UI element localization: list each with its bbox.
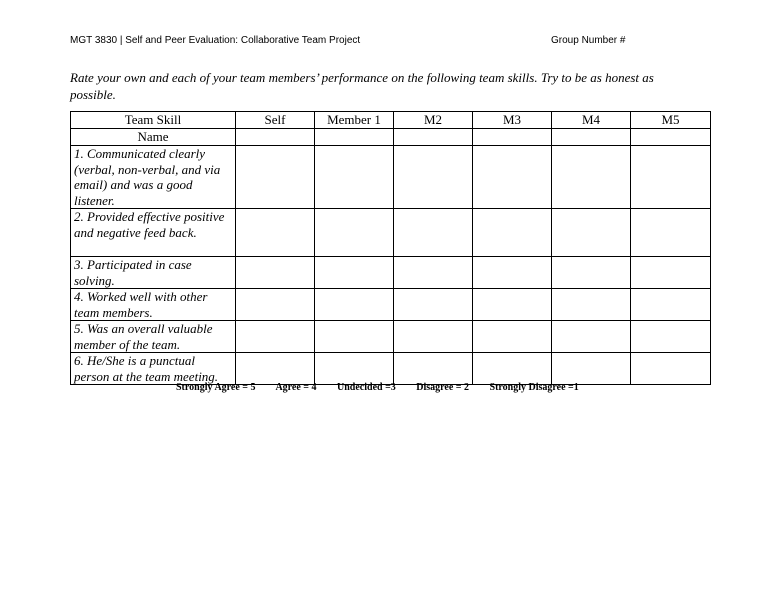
rating-cell[interactable] [552,209,631,257]
rating-cell[interactable] [552,146,631,209]
rating-cell[interactable] [552,321,631,353]
name-cell-m2[interactable] [394,129,473,146]
rating-cell[interactable] [236,209,315,257]
rating-cell[interactable] [473,321,552,353]
rating-cell[interactable] [473,353,552,385]
column-header-m5: M5 [631,112,711,129]
rating-cell[interactable] [236,289,315,321]
rating-cell[interactable] [394,289,473,321]
course-title: MGT 3830 | Self and Peer Evaluation: Collaborative Team Project [70,35,361,46]
name-row [71,129,711,146]
rating-cell[interactable] [631,146,711,209]
rating-cell[interactable] [236,257,315,289]
rating-cell[interactable] [552,289,631,321]
rating-cell[interactable] [394,353,473,385]
column-header-m4: M4 [552,112,631,129]
instructions-text: Rate your own and each of your team members’ performance on the following team skills. Try to be as honest as possible. [70,70,654,102]
rating-cell[interactable] [631,289,711,321]
rating-cell[interactable] [473,146,552,209]
column-header-m3: M3 [473,112,552,129]
skill-label: 4. Worked well with other team members. [71,289,236,321]
legend-strongly-disagree: Strongly Disagree =1 [489,382,579,393]
skill-label: 5. Was an overall valuable member of the team. [71,321,236,353]
table-row [71,257,711,289]
rating-cell[interactable] [473,289,552,321]
rating-cell[interactable] [394,257,473,289]
rating-cell[interactable] [473,209,552,257]
header-row [71,112,711,129]
legend-disagree: Disagree = 2 [416,382,470,393]
rating-cell[interactable] [236,146,315,209]
evaluation-table [70,111,711,385]
table-row [71,289,711,321]
rating-cell[interactable] [631,321,711,353]
rating-cell[interactable] [315,257,394,289]
rating-cell[interactable] [631,209,711,257]
name-cell-self[interactable] [236,129,315,146]
rating-cell[interactable] [315,146,394,209]
column-header-m2: M2 [394,112,473,129]
name-cell-member-1[interactable] [315,129,394,146]
rating-cell[interactable] [552,353,631,385]
name-cell-m3[interactable] [473,129,552,146]
table-row [71,353,711,385]
name-row-label: Name [71,129,236,146]
rating-cell[interactable] [394,146,473,209]
name-cell-m4[interactable] [552,129,631,146]
legend-agree: Agree = 4 [275,382,317,393]
legend-strongly-agree: Strongly Agree = 5 [176,382,256,393]
rating-cell[interactable] [315,289,394,321]
rating-cell[interactable] [315,353,394,385]
name-cell-m5[interactable] [631,129,711,146]
rating-cell[interactable] [631,257,711,289]
rating-cell[interactable] [236,353,315,385]
group-number-label: Group Number # [551,35,626,46]
rating-cell[interactable] [394,209,473,257]
table-row [71,321,711,353]
table-row [71,146,711,209]
skill-label: 1. Communicated clearly (verbal, non-verbal, and via email) and was a good listener. [71,146,236,209]
rating-cell[interactable] [315,321,394,353]
rating-cell[interactable] [473,257,552,289]
table-row [71,209,711,257]
skill-label: 6. He/She is a punctual person at the team meeting. [71,353,236,385]
rating-cell[interactable] [631,353,711,385]
rating-cell[interactable] [236,321,315,353]
legend-undecided: Undecided =3 [337,382,396,393]
column-header-self: Self [236,112,315,129]
skill-label: 2. Provided effective positive and negative feed back. [71,209,236,257]
rating-cell[interactable] [315,209,394,257]
skill-label: 3. Participated in case solving. [71,257,236,289]
rating-cell[interactable] [552,257,631,289]
column-header-member-1: Member 1 [315,112,394,129]
column-header-team-skill: Team Skill [71,112,236,129]
rating-scale-legend [176,382,597,393]
rating-cell[interactable] [394,321,473,353]
